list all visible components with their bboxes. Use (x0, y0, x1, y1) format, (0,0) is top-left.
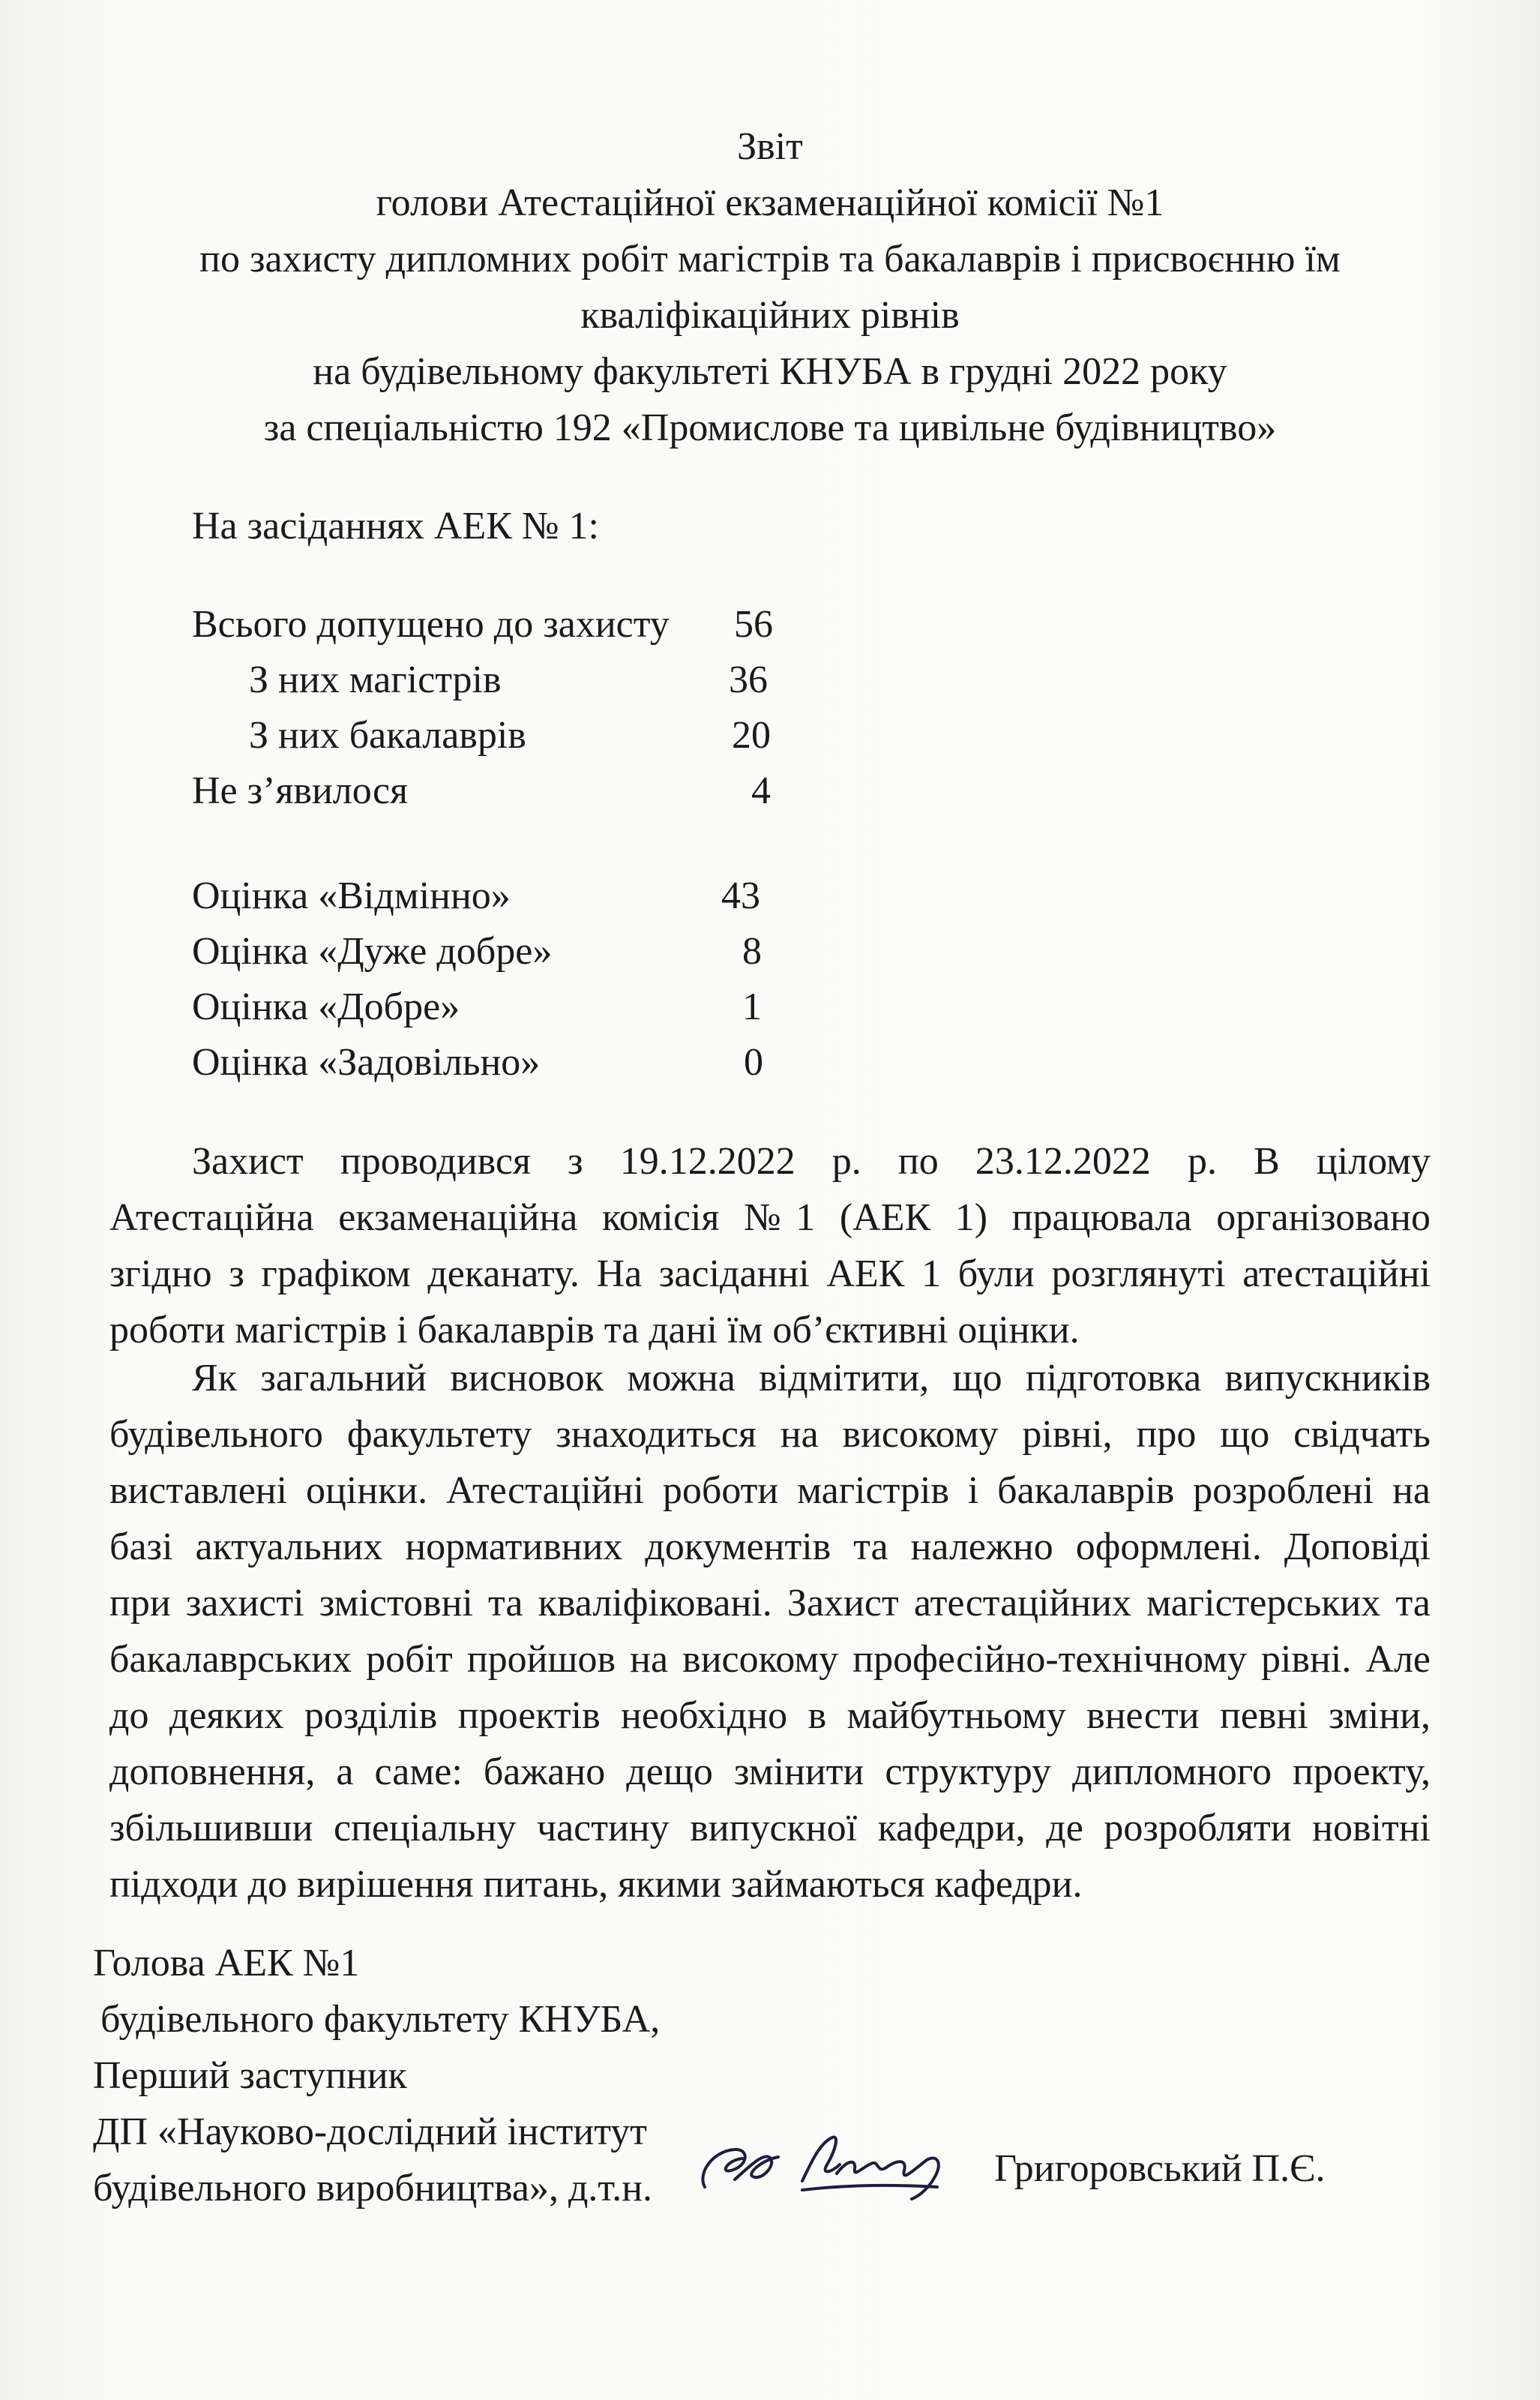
paragraph-line: при захисті змістовні та кваліфіковані. Захист атестаційних магістерських та (109, 1582, 1431, 1624)
handwritten-signature-icon (690, 2121, 967, 2204)
paragraph-line: Як загальний висновок можна відмітити, що підготовка випускників (192, 1357, 1431, 1400)
meetings-intro: На засіданнях АЕК № 1: (192, 505, 599, 548)
paragraph-line: роботи магістрів і бакалаврів та дані їм об’єктивні оцінки. (109, 1309, 1080, 1352)
paragraph-line: до деяких розділів проектів необхідно в майбутньому внести певні зміни, (109, 1694, 1431, 1737)
report-title (0, 118, 1540, 456)
signer-name: Григоровський П.Є. (994, 2147, 1326, 2190)
paragraph-conclusion (109, 1350, 1431, 1912)
paragraph-line: Захист проводився з 19.12.2022 р. по 23.12.2022 р. В цілому (192, 1140, 1431, 1183)
signatory-line-2: будівельного факультету КНУБА, (100, 1998, 661, 2041)
signatory-line-3: Перший заступник (93, 2054, 407, 2097)
stat-row (192, 658, 867, 713)
grade-row (192, 874, 867, 929)
paragraph-line: Атестаційна екзаменаційна комісія №1 (АЕК 1) працювала організовано (109, 1196, 1431, 1239)
grade-value: 0 (744, 1041, 763, 1084)
title-line-1: Звіт (737, 125, 803, 168)
stat-row (192, 769, 867, 824)
stat-label: З них бакалаврів (249, 714, 526, 757)
title-line-2: голови Атестаційної екзаменаційної комісії №1 (376, 182, 1164, 224)
paragraph-line: бакалаврських робіт пройшов на високому професійно-технічному рівні. Але (109, 1638, 1431, 1681)
signatory-block (93, 1935, 660, 2216)
grade-row (192, 929, 867, 985)
grade-label: Оцінка «Добре» (192, 986, 460, 1028)
paragraph-line: базі актуальних нормативних документів та належно оформлені. Доповіді (109, 1526, 1431, 1568)
stat-label: Всього допущено до захисту (192, 603, 670, 646)
stat-value: 4 (751, 770, 771, 812)
title-line-6: за спеціальністю 192 «Промислове та цивільне будівництво» (263, 406, 1277, 449)
stat-row (192, 713, 867, 769)
signatory-line-1: Голова АЕК №1 (93, 1942, 360, 1984)
signatory-line-5: будівельного виробництва», д.т.н. (93, 2167, 653, 2210)
stat-label: З них магістрів (249, 658, 502, 701)
paragraph-line: виставлені оцінки. Атестаційні роботи магістрів і бакалаврів розроблені на (109, 1469, 1431, 1512)
stat-value: 36 (729, 658, 768, 701)
signatory-line-4: ДП «Науково-дослідний інститут (93, 2110, 647, 2153)
title-line-5: на будівельному факультеті КНУБА в грудні 2022 року (313, 350, 1227, 393)
grade-row (192, 1040, 867, 1096)
paragraph-line: згідно з графіком деканату. На засіданні АЕК 1 були розглянуті атестаційні (109, 1252, 1431, 1295)
grade-label: Оцінка «Відмінно» (192, 874, 511, 917)
paragraph-line: підходи до вирішення питань, якими займаються кафедри. (109, 1863, 1083, 1906)
paragraph-line: будівельного факультету знаходиться на високому рівні, про що свідчать (109, 1413, 1431, 1456)
stat-value: 56 (734, 603, 773, 646)
grade-value: 1 (742, 986, 762, 1028)
grade-value: 8 (742, 930, 762, 973)
paragraph-defense (109, 1133, 1431, 1358)
stat-value: 20 (732, 714, 771, 757)
title-line-3: по захисту дипломних робіт магістрів та бакалаврів і присвоєнню їм (199, 238, 1341, 280)
grade-row (192, 985, 867, 1040)
paragraph-line: доповнення, а саме: бажано дещо змінити структуру дипломного проекту, (109, 1750, 1431, 1793)
stat-label: Не з’явилося (192, 770, 409, 812)
stat-row (192, 602, 867, 658)
grade-value: 43 (721, 874, 760, 917)
paragraph-line: збільшивши спеціальну частину випускної кафедри, де розробляти новітні (109, 1807, 1431, 1850)
title-line-4: кваліфікаційних рівнів (580, 294, 960, 337)
grade-label: Оцінка «Дуже добре» (192, 930, 553, 973)
grade-label: Оцінка «Задовільно» (192, 1041, 541, 1084)
